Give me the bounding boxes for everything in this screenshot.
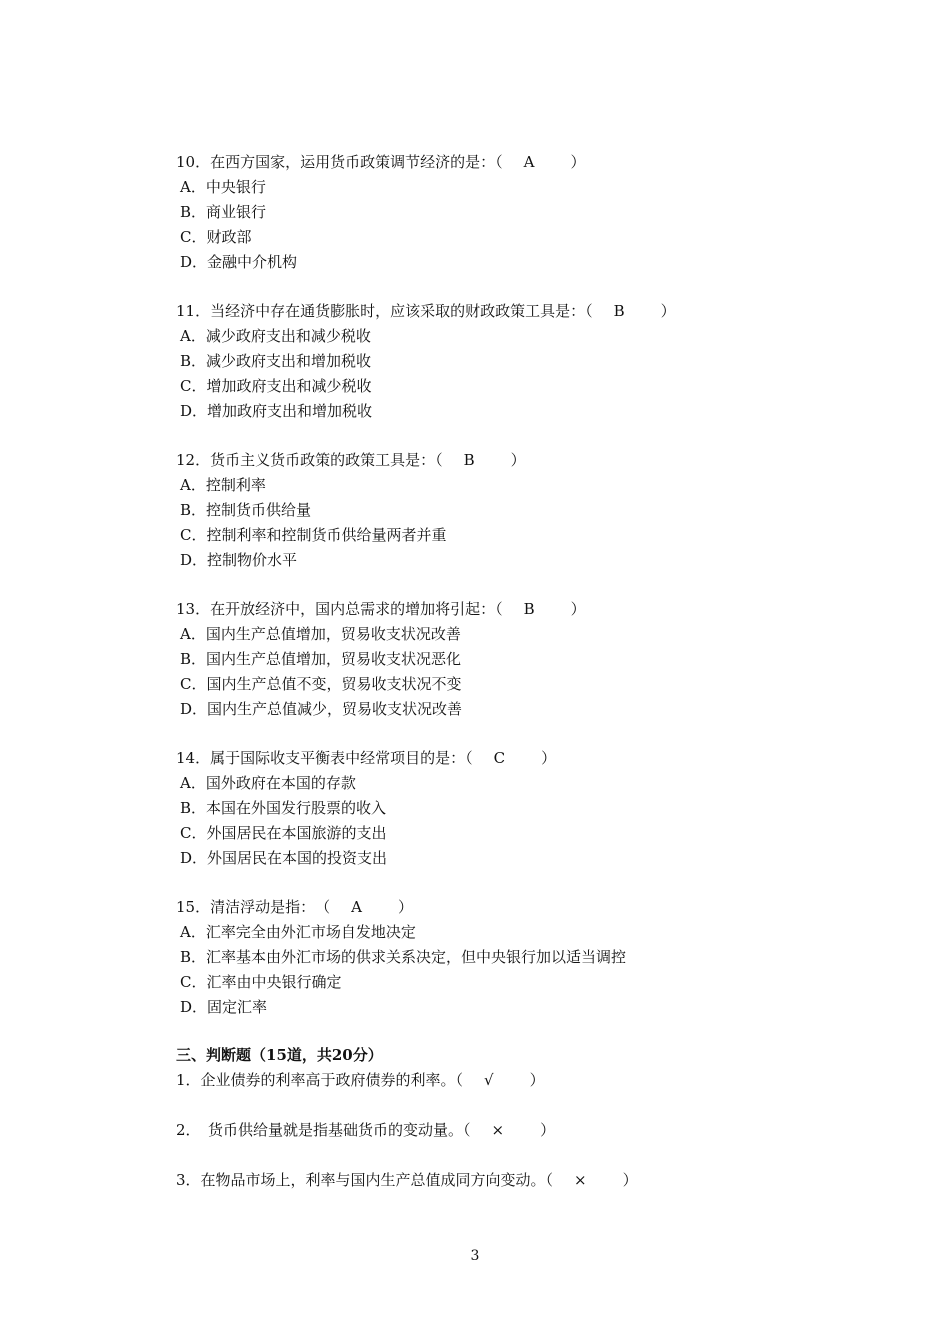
answer: A	[523, 153, 535, 171]
option-c: C．外国居民在本国旅游的支出	[180, 824, 387, 842]
answer: C	[493, 749, 506, 767]
option-d: D．增加政府支出和增加税收	[180, 402, 373, 420]
answer: ×	[574, 1171, 587, 1189]
option-b: B．国内生产总值增加，贸易收支状况恶化	[180, 650, 462, 668]
option-b: B．汇率基本由外汇市场的供求关系决定，但中央银行加以适当调控	[180, 948, 627, 966]
document-content	[176, 150, 896, 1218]
option-b: B．减少政府支出和增加税收	[180, 352, 372, 370]
question-10	[176, 150, 896, 275]
option-d: D．国内生产总值减少，贸易收支状况改善	[180, 700, 463, 718]
option-c: C．国内生产总值不变，贸易收支状况不变	[180, 675, 462, 693]
answer: B	[463, 451, 475, 469]
answer: B	[613, 302, 625, 320]
option-a: A．控制利率	[180, 476, 266, 494]
answer: A	[351, 898, 362, 916]
option-d: D．金融中介机构	[180, 253, 298, 271]
page-number: 3	[470, 1248, 480, 1264]
option-b: B．控制货币供给量	[180, 501, 312, 519]
question-stem: 13．在开放经济中，国内总需求的增加将引起：（ B ）	[176, 597, 896, 622]
answer: ×	[491, 1121, 505, 1139]
option-c: C．控制利率和控制货币供给量两者并重	[180, 526, 447, 544]
question-stem: 15．清洁浮动是指： （ A ）	[176, 895, 896, 920]
true-false-item-2: 2． 货币供给量就是指基础货币的变动量。（ × ）	[176, 1118, 896, 1143]
option-c: C．增加政府支出和减少税收	[180, 377, 372, 395]
option-a: A．汇率完全由外汇市场自发地决定	[180, 923, 416, 941]
option-a: A．国内生产总值增加，贸易收支状况改善	[180, 625, 461, 643]
option-d: D．固定汇率	[180, 998, 268, 1016]
option-a: A．中央银行	[180, 178, 266, 196]
true-false-item-1: 1．企业债券的利率高于政府债券的利率。（ √ ）	[176, 1068, 896, 1093]
option-a: A．国外政府在本国的存款	[180, 774, 356, 792]
question-stem: 10．在西方国家，运用货币政策调节经济的是：（ A ）	[176, 150, 896, 175]
question-14	[176, 746, 896, 871]
answer: B	[523, 600, 535, 618]
question-11	[176, 299, 896, 424]
option-b: B．本国在外国发行股票的收入	[180, 799, 387, 817]
question-12	[176, 448, 896, 573]
question-stem: 12．货币主义货币政策的政策工具是：（ B ）	[176, 448, 896, 473]
question-13	[176, 597, 896, 722]
option-c: C．财政部	[180, 228, 252, 246]
answer: √	[484, 1071, 494, 1089]
option-d: D．外国居民在本国的投资支出	[180, 849, 388, 867]
true-false-item-3: 3．在物品市场上，利率与国内生产总值成同方向变动。（ × ）	[176, 1168, 896, 1193]
option-a: A．减少政府支出和减少税收	[180, 327, 371, 345]
question-stem: 11．当经济中存在通货膨胀时，应该采取的财政政策工具是：（ B ）	[176, 299, 896, 324]
section-title: 三、判断题（15道，共20分）	[176, 1046, 383, 1064]
question-15	[176, 895, 896, 1020]
option-b: B．商业银行	[180, 203, 267, 221]
option-d: D．控制物价水平	[180, 551, 298, 569]
question-stem: 14．属于国际收支平衡表中经常项目的是：（ C ）	[176, 746, 896, 771]
option-c: C．汇率由中央银行确定	[180, 973, 342, 991]
